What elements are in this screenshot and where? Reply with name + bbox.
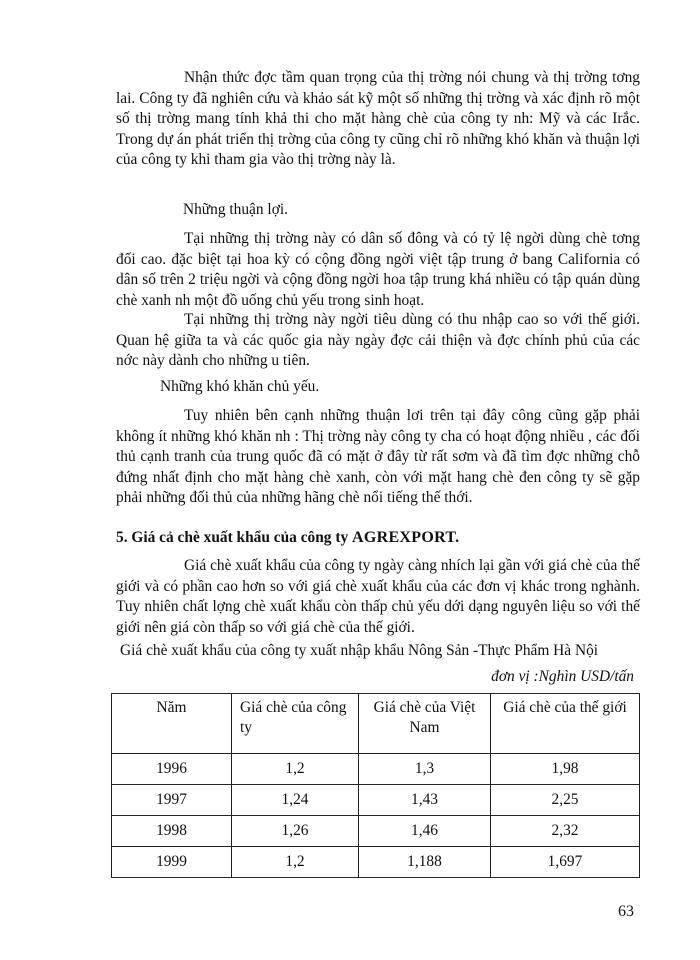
section-heading-prefix: 5. Giá cả chè xuất khẩu của công ty xyxy=(116,529,352,546)
unit-note: đơn vị :Nghìn USD/tấn xyxy=(491,668,634,685)
table-caption: Giá chè xuất khẩu của công ty xuất nhập khẩu Nông Sản -Thực Phẩm Hà Nội xyxy=(120,642,599,659)
advantages-paragraph-1: Tại những thị trờng này có dân số đông và có tỷ lệ ngời dùng chè tơng đối cao. đặc biệt tại hoa kỳ có cộng đồng ngời việt tập trung ở bang California có dân số trên 2 triệu ngời và cộng đồng ngời hoa tập trung khá nhiều có tập quán dùng chè xanh nh một đồ uống chủ yếu trong sinh hoạt. xyxy=(116,230,640,309)
advantages-paragraph-2: Tại những thị trờng này ngời tiêu dùng có thu nhập cao so với thế giới. Quan hệ giữa ta và các quốc gia này ngày đợc cải thiện và đợc chính phủ của các nớc này dành cho những u tiên. xyxy=(116,311,640,369)
advantages-heading: Những thuận lợi. xyxy=(183,201,288,218)
intro-paragraph: Nhận thức đợc tầm quan trọng của thị trờng nói chung và thị trờng tơng lai. Công ty đã nghiên cứu và khảo sát kỹ một số những thị trờng và xác định rõ một số thị trờng mang tính khả thi cho mặt hàng chè của công ty nh: Mỹ và các Irắc. Trong dự án phát triển thị trờng của công ty cũng chỉ rõ những khó khăn và thuận lợi của công ty khi tham gia vào thị trờng này là. xyxy=(116,69,640,168)
cell-vietnam-price: 1,3 xyxy=(359,754,491,785)
price-paragraph: Giá chè xuất khẩu của công ty ngày càng nhích lại gần với giá chè của thế giới và có phần cao hơn so với giá chè xuất khẩu của các đơn vị khác trong nghành. Tuy nhiên chất lợng chè xuất khẩu còn thấp chủ yếu dới dạng nguyên liệu so với thế giới nên giá còn thấp so với giá chè của thế giới. xyxy=(116,557,641,636)
cell-year: 1997 xyxy=(112,785,232,816)
cell-year: 1999 xyxy=(112,847,232,878)
cell-company-price: 1,2 xyxy=(232,847,359,878)
section-heading-company: AGREXPORT. xyxy=(352,529,460,546)
price-table xyxy=(111,693,640,878)
table-row xyxy=(112,754,640,785)
header-company-price: Giá chè của công ty xyxy=(232,694,359,754)
table-row xyxy=(112,847,640,878)
table-row xyxy=(112,816,640,847)
difficulties-heading: Những khó khăn chủ yếu. xyxy=(160,378,320,395)
cell-company-price: 1,24 xyxy=(232,785,359,816)
table-row xyxy=(112,785,640,816)
cell-company-price: 1,2 xyxy=(232,754,359,785)
header-vietnam-price: Giá chè của Việt Nam xyxy=(359,694,491,754)
page-number: 63 xyxy=(618,903,634,920)
cell-year: 1998 xyxy=(112,816,232,847)
cell-company-price: 1,26 xyxy=(232,816,359,847)
cell-world-price: 2,32 xyxy=(491,816,640,847)
cell-vietnam-price: 1,188 xyxy=(359,847,491,878)
cell-world-price: 1,98 xyxy=(491,754,640,785)
cell-world-price: 2,25 xyxy=(491,785,640,816)
cell-vietnam-price: 1,46 xyxy=(359,816,491,847)
cell-year: 1996 xyxy=(112,754,232,785)
cell-world-price: 1,697 xyxy=(491,847,640,878)
difficulties-paragraph: Tuy nhiên bên cạnh những thuận lơi trên tại đây công cũng gặp phải không ít những khó khăn nh : Thị trờng này công ty cha có hoạt động nhiều , các đối thủ cạnh tranh của trung quốc đã có mặt ở đây từ rất sơm và đã tìm đợc những chỗ đứng nhất định cho mặt hàng chè xanh, còn với mặt hang chè đen công ty sẽ gặp phải những đối thủ của những hãng chè nổi tiếng thế thới. xyxy=(116,407,640,506)
header-year: Năm xyxy=(112,694,232,754)
cell-vietnam-price: 1,43 xyxy=(359,785,491,816)
header-world-price: Giá chè của thế giới xyxy=(491,694,640,754)
table-header-row xyxy=(112,694,640,754)
section-heading xyxy=(116,527,459,549)
